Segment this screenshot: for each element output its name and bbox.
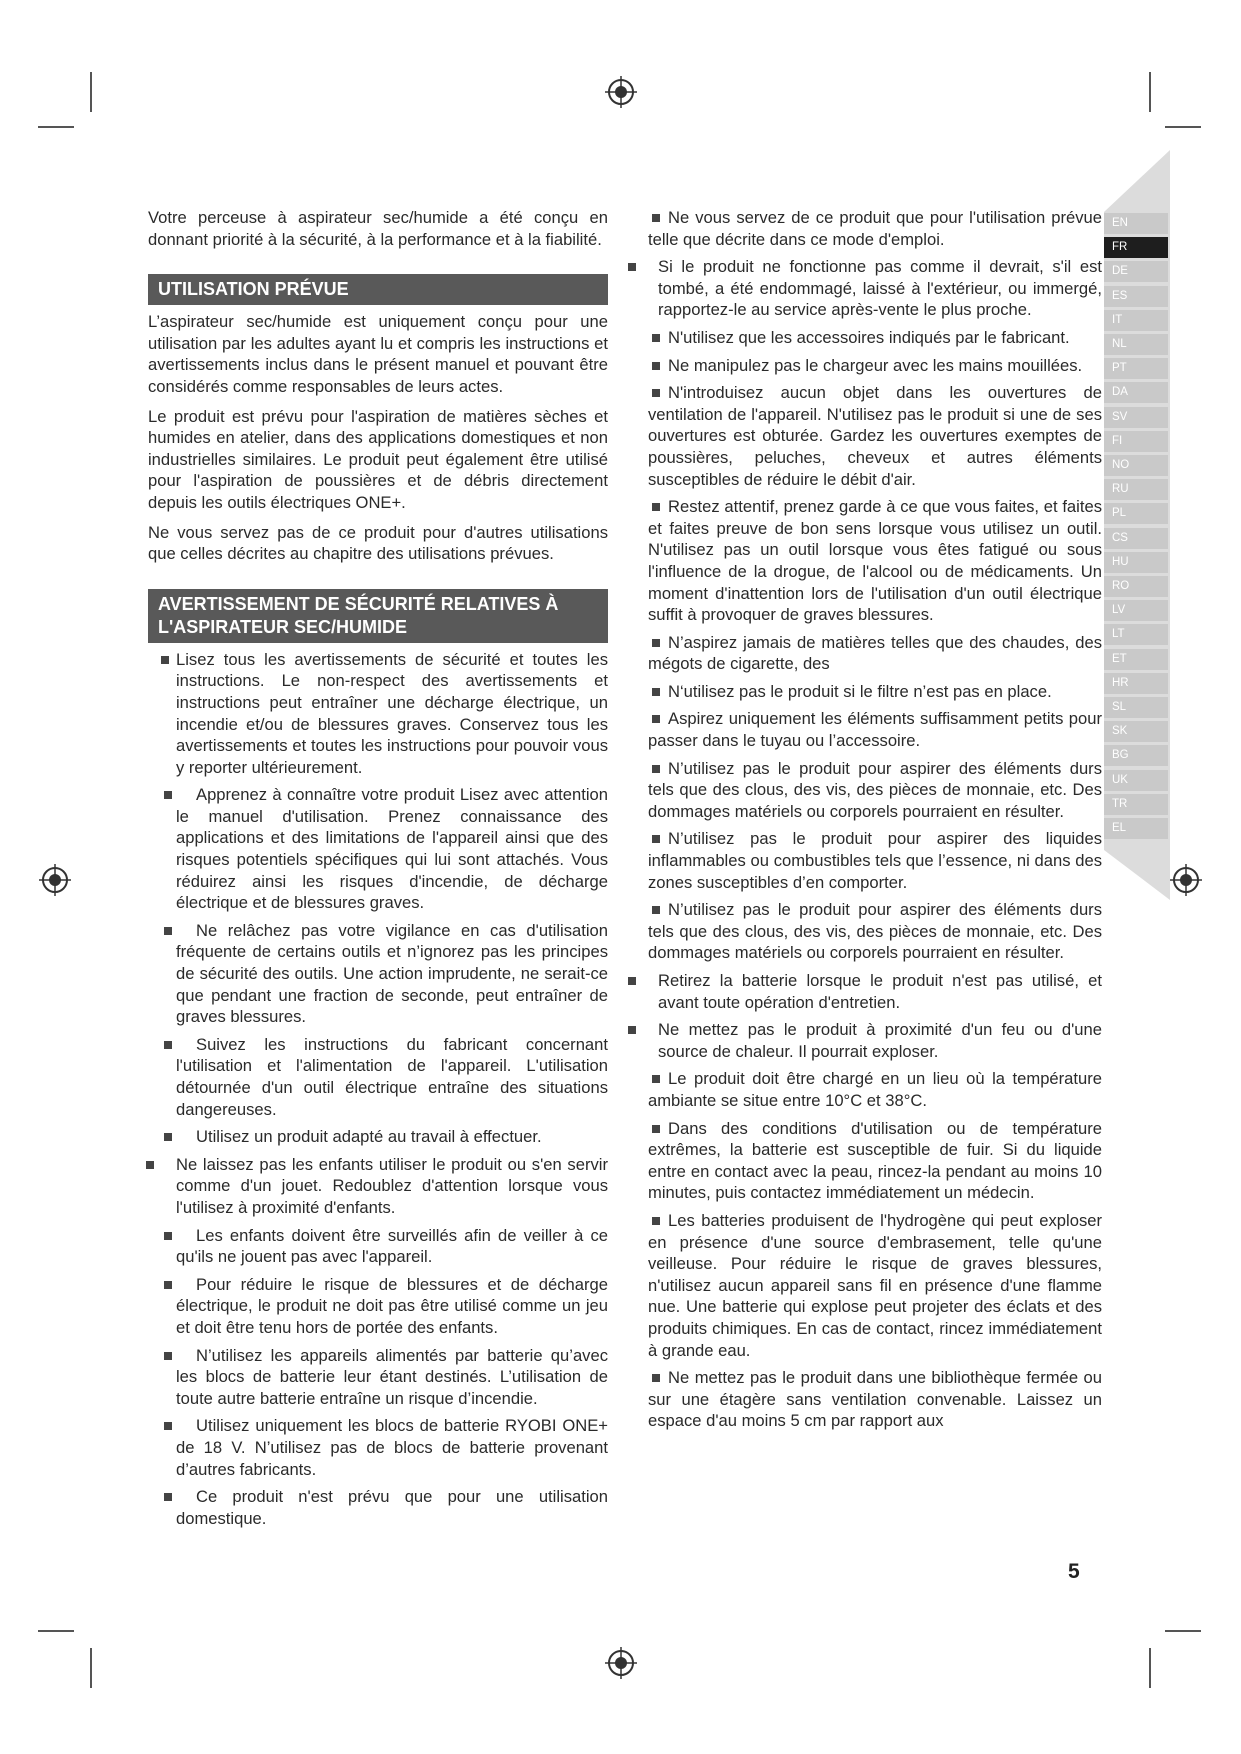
- list-item: Dans des conditions d'utilisation ou de température extrêmes, la batterie est susceptible de fuir. Si du liquide entre en contact avec la peau, rincez-la pendant au moins 10 minutes, puis contactez immédiatement un médecin.: [630, 1118, 1102, 1204]
- registration-mark-icon: [604, 75, 638, 109]
- language-tab-fi[interactable]: FI: [1104, 431, 1168, 452]
- list-item: Aspirez uniquement les éléments suffisamment petits pour passer dans le tuyau ou l’accessoire.: [630, 708, 1102, 751]
- list-item: Ne mettez pas le produit à proximité d'un feu ou d'une source de chaleur. Il pourrait exploser.: [628, 1019, 1102, 1062]
- safety-list-right: [630, 207, 1102, 1432]
- list-item: Suivez les instructions du fabricant concernant l'utilisation et l'alimentation de l'appareil. L'utilisation détournée d'un outil électrique entraîne des situations dangereuses.: [148, 1034, 608, 1120]
- language-tab-ro[interactable]: RO: [1104, 576, 1168, 597]
- language-tab-en[interactable]: EN: [1104, 213, 1168, 234]
- language-tab-da[interactable]: DA: [1104, 382, 1168, 403]
- language-tab-tr[interactable]: TR: [1104, 794, 1168, 815]
- left-column: [148, 207, 608, 1535]
- language-tab-nl[interactable]: NL: [1104, 334, 1168, 355]
- language-tab-bg[interactable]: BG: [1104, 745, 1168, 766]
- crop-mark: [1165, 126, 1201, 128]
- list-item: N’aspirez jamais de matières telles que des chaudes, des mégots de cigarette, des: [630, 632, 1102, 675]
- page-number: 5: [1068, 1560, 1080, 1583]
- list-item: Ne vous servez de ce produit que pour l'utilisation prévue telle que décrite dans ce mode d'emploi.: [630, 207, 1102, 250]
- list-item: Ne mettez pas le produit dans une bibliothèque fermée ou sur une étagère sans ventilation convenable. Laissez un espace d'au moins 5 cm par rapport aux: [630, 1367, 1102, 1432]
- language-tab-es[interactable]: ES: [1104, 286, 1168, 307]
- list-item: Apprenez à connaître votre produit Lisez avec attention le manuel d'utilisation. Prenez connaissance des applications et des limitations de l'appareil ainsi que des risques potentiels spécifiques qui lui sont attachés. Vous réduirez ainsi les risques d'incendie, de décharge électrique et de blessures graves.: [148, 784, 608, 914]
- intro-paragraph: Votre perceuse à aspirateur sec/humide a été conçu en donnant priorité à la sécurité, à la performance et à la fiabilité.: [148, 208, 608, 249]
- section-paragraph: Ne vous servez pas de ce produit pour d'autres utilisations que celles décrites au chapitre des utilisations prévues.: [148, 522, 608, 564]
- list-item: N’utilisez pas le produit pour aspirer des éléments durs tels que des clous, des vis, des pièces de monnaie, etc. Des dommages matériels ou corporels pourraient en résulter.: [630, 758, 1102, 823]
- crop-mark: [90, 1648, 92, 1688]
- language-tab-lv[interactable]: LV: [1104, 600, 1168, 621]
- list-item: Lisez tous les avertissements de sécurité et toutes les instructions. Le non-respect des avertissements et instructions peut entraîner une décharge électrique, un incendie et/ou de blessures graves. Conservez tous les avertissements et toutes les instructions pour pouvoir vous y reporter ultérieurement.: [148, 649, 608, 779]
- list-item: Utilisez uniquement les blocs de batterie RYOBI ONE+ de 18 V. N’utilisez pas de blocs de batterie provenant d’autres fabricants.: [148, 1415, 608, 1480]
- language-tab-hu[interactable]: HU: [1104, 552, 1168, 573]
- language-tab-fr[interactable]: FR: [1104, 237, 1168, 258]
- list-item: N’utilisez pas le produit pour aspirer des liquides inflammables ou combustibles tels que l’essence, ni dans des zones susceptibles d’en comporter.: [630, 828, 1102, 893]
- language-tab-cs[interactable]: CS: [1104, 528, 1168, 549]
- safety-list-left: [148, 649, 608, 1530]
- crop-mark: [38, 1630, 74, 1632]
- language-tab-pl[interactable]: PL: [1104, 503, 1168, 524]
- list-item: Si le produit ne fonctionne pas comme il devrait, s'il est tombé, a été endommagé, laissé à l'extérieur, ou immergé, rapportez-le au service après-vente le plus proche.: [628, 256, 1102, 321]
- crop-mark: [38, 126, 74, 128]
- right-column: [630, 207, 1102, 1438]
- language-tab-et[interactable]: ET: [1104, 649, 1168, 670]
- language-tab-uk[interactable]: UK: [1104, 770, 1168, 791]
- language-tab-sl[interactable]: SL: [1104, 697, 1168, 718]
- language-tab-sk[interactable]: SK: [1104, 721, 1168, 742]
- language-tab-pt[interactable]: PT: [1104, 358, 1168, 379]
- crop-mark: [1165, 1630, 1201, 1632]
- list-item: Pour réduire le risque de blessures et de décharge électrique, le produit ne doit pas être utilisé comme un jeu et doit être tenu hors de portée des enfants.: [148, 1274, 608, 1339]
- language-tab-ru[interactable]: RU: [1104, 479, 1168, 500]
- language-tab-it[interactable]: IT: [1104, 310, 1168, 331]
- registration-mark-icon: [604, 1646, 638, 1680]
- list-item: N‘utilisez pas le produit si le filtre n’est pas en place.: [630, 681, 1102, 703]
- language-tab-hr[interactable]: HR: [1104, 673, 1168, 694]
- section-heading-avertissement: AVERTISSEMENT DE SÉCURITÉ RELATIVES À L'ASPIRATEUR SEC/HUMIDE: [148, 589, 608, 643]
- list-item: N'introduisez aucun objet dans les ouvertures de ventilation de l'appareil. N'utilisez pas le produit si une de ses ouvertures est obturée. Gardez les ouvertures exemptes de poussières, peluches, cheveux et autres éléments susceptibles de réduire le débit d'air.: [630, 382, 1102, 490]
- section-heading-utilisation-prevue: UTILISATION PRÉVUE: [148, 274, 608, 305]
- list-item: Retirez la batterie lorsque le produit n'est pas utilisé, et avant toute opération d'entretien.: [628, 970, 1102, 1013]
- list-item: Ne manipulez pas le chargeur avec les mains mouillées.: [630, 355, 1102, 377]
- list-item: Restez attentif, prenez garde à ce que vous faites, et faites et faites preuve de bon sens lorsque vous utilisez un outil. N'utilisez pas un outil lorsque vous êtes fatigué ou sous l'influence de la drogue, de l'alcool ou de médicaments. Un moment d'inattention lors de l'utilisation d'un outil électrique suffit à provoquer de graves blessures.: [630, 496, 1102, 626]
- crop-mark: [90, 72, 92, 112]
- list-item: N’utilisez les appareils alimentés par batterie qu’avec les blocs de batterie leur étant destinés. L’utilisation de toute autre batterie entraîne un risque d’incendie.: [148, 1345, 608, 1410]
- list-item: Utilisez un produit adapté au travail à effectuer.: [148, 1126, 608, 1148]
- section-paragraph: L’aspirateur sec/humide est uniquement conçu pour une utilisation par les adultes ayant lu et compris les instructions et avertissements inclus dans le présent manuel et pouvant être considérés comme responsables de leurs actes.: [148, 312, 608, 396]
- language-tab-el[interactable]: EL: [1104, 818, 1168, 839]
- list-item: Ce produit n'est prévu que pour une utilisation domestique.: [148, 1486, 608, 1529]
- list-item: Ne relâchez pas votre vigilance en cas d'utilisation fréquente de certains outils et n’ignorez pas les principes de sécurité des outils. Une action imprudente, ne serait-ce que pendant une fraction de seconde, peut entraîner de graves blessures.: [148, 920, 608, 1028]
- list-item: N'utilisez que les accessoires indiqués par le fabricant.: [630, 327, 1102, 349]
- list-item: Le produit doit être chargé en un lieu où la température ambiante se situe entre 10°C et 38°C.: [630, 1068, 1102, 1111]
- crop-mark: [1149, 72, 1151, 112]
- list-item: Les enfants doivent être surveillés afin de veiller à ce qu'ils ne jouent pas avec l'appareil.: [148, 1225, 608, 1268]
- language-tab-no[interactable]: NO: [1104, 455, 1168, 476]
- section-paragraph: Le produit est prévu pour l'aspiration de matières sèches et humides en atelier, dans des applications domestiques et non industrielles similaires. Le produit peut également être utilisé pour l'aspiration de poussières et de débris directement depuis les outils électriques ONE+.: [148, 406, 608, 512]
- registration-mark-icon: [38, 863, 72, 897]
- language-tab-lt[interactable]: LT: [1104, 624, 1168, 645]
- language-tab-de[interactable]: DE: [1104, 261, 1168, 282]
- list-item: Ne laissez pas les enfants utiliser le produit ou s'en servir comme d'un jouet. Redoublez d'attention lorsque vous l'utilisez à proximité d'enfants.: [146, 1154, 608, 1219]
- crop-mark: [1149, 1648, 1151, 1688]
- registration-mark-icon: [1169, 863, 1203, 897]
- list-item: Les batteries produisent de l'hydrogène qui peut exploser en présence d'une source d'embrasement, telle qu'une veilleuse. Pour réduire le risque de graves blessures, n'utilisez aucun appareil sans fil en présence d'une flamme nue. Une batterie qui explose peut projeter des éclats et des produits chimiques. En cas de contact, rincez immédiatement à grande eau.: [630, 1210, 1102, 1361]
- list-item: N’utilisez pas le produit pour aspirer des éléments durs tels que des clous, des vis, des pièces de monnaie, etc. Des dommages matériels ou corporels pourraient en résulter.: [630, 899, 1102, 964]
- language-tab-sv[interactable]: SV: [1104, 407, 1168, 428]
